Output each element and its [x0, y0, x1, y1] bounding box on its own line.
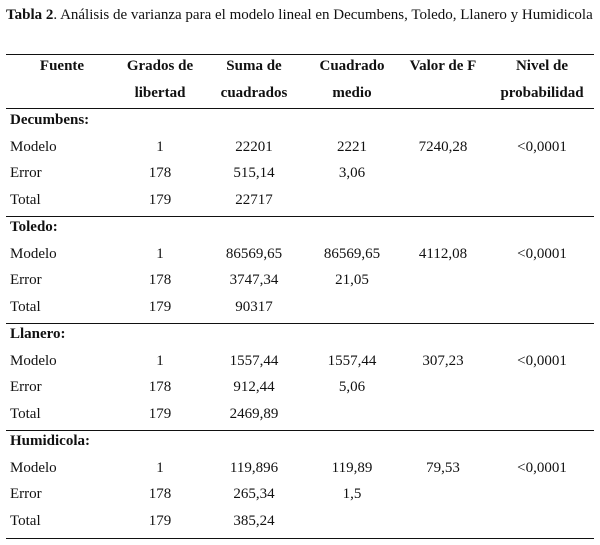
cell-suma-cuadrados: 119,896 [229, 459, 279, 476]
cell-suma-cuadrados: 515,14 [233, 165, 275, 182]
cell-nivel-probabilidad: <0,0001 [517, 352, 567, 369]
row-fuente: Total [10, 299, 41, 316]
cell-grados-libertad: 1 [156, 352, 164, 369]
group-label: Toledo: [10, 219, 58, 235]
header-grados-libertad-line1: Grados de [126, 58, 194, 74]
cell-suma-cuadrados: 1557,44 [229, 352, 279, 369]
header-grados-libertad-line2: libertad [134, 85, 186, 101]
cell-grados-libertad: 178 [148, 272, 172, 289]
header-nivel-probabilidad-line1: Nivel de [515, 58, 569, 74]
group-label: Humidicola: [10, 433, 91, 449]
row-fuente: Modelo [10, 459, 57, 476]
cell-cuadrado-medio: 119,89 [331, 459, 373, 476]
cell-suma-cuadrados: 912,44 [233, 379, 275, 396]
cell-grados-libertad: 178 [148, 379, 172, 396]
header-cuadrado-medio-line1: Cuadrado [319, 58, 385, 74]
cell-suma-cuadrados: 86569,65 [225, 245, 283, 262]
cell-suma-cuadrados: 3747,34 [229, 272, 279, 289]
row-fuente: Modelo [10, 138, 57, 155]
group-separator-rule [6, 216, 594, 217]
table-caption-text: . Análisis de varianza para el modelo lineal en Decumbens, Toledo, Llanero y Humidicola [53, 7, 593, 23]
cell-valor-f: 307,23 [422, 352, 464, 369]
header-nivel-probabilidad-line2: probabilidad [500, 85, 584, 101]
cell-valor-f: 79,53 [426, 459, 460, 476]
cell-grados-libertad: 179 [148, 192, 172, 209]
cell-valor-f: 7240,28 [418, 138, 468, 155]
cell-nivel-probabilidad: <0,0001 [517, 459, 567, 476]
cell-cuadrado-medio: 1,5 [342, 486, 362, 503]
cell-valor-f: 4112,08 [418, 245, 468, 262]
cell-grados-libertad: 1 [156, 459, 164, 476]
cell-grados-libertad: 1 [156, 138, 164, 155]
header-cuadrado-medio-line2: medio [332, 85, 372, 101]
cell-suma-cuadrados: 2469,89 [229, 406, 279, 423]
group-separator-rule [6, 323, 594, 324]
cell-nivel-probabilidad: <0,0001 [517, 138, 567, 155]
cell-cuadrado-medio: 1557,44 [327, 352, 377, 369]
header-valor-f-line1: Valor de F [409, 58, 477, 74]
cell-suma-cuadrados: 22717 [235, 192, 273, 209]
cell-nivel-probabilidad: <0,0001 [517, 245, 567, 262]
row-fuente: Total [10, 192, 41, 209]
row-fuente: Error [10, 272, 42, 289]
table-bottom-rule [6, 538, 594, 539]
row-fuente: Error [10, 165, 42, 182]
cell-cuadrado-medio: 3,06 [338, 165, 366, 182]
cell-grados-libertad: 1 [156, 245, 164, 262]
row-fuente: Error [10, 379, 42, 396]
cell-suma-cuadrados: 265,34 [233, 486, 275, 503]
cell-cuadrado-medio: 21,05 [335, 272, 369, 289]
cell-cuadrado-medio: 5,06 [338, 379, 366, 396]
row-fuente: Total [10, 513, 41, 530]
row-fuente: Modelo [10, 352, 57, 369]
row-fuente: Error [10, 486, 42, 503]
cell-suma-cuadrados: 90317 [235, 299, 273, 316]
row-fuente: Modelo [10, 245, 57, 262]
group-label: Llanero: [10, 326, 66, 342]
group-label: Decumbens: [10, 112, 90, 128]
table-caption [6, 2, 594, 28]
cell-suma-cuadrados: 385,24 [233, 513, 275, 530]
cell-suma-cuadrados: 22201 [235, 138, 273, 155]
cell-grados-libertad: 178 [148, 486, 172, 503]
header-suma-cuadrados-line2: cuadrados [220, 85, 288, 101]
group-separator-rule [6, 430, 594, 431]
cell-grados-libertad: 179 [148, 406, 172, 423]
header-suma-cuadrados-line1: Suma de [226, 58, 282, 74]
cell-grados-libertad: 179 [148, 513, 172, 530]
cell-cuadrado-medio: 2221 [337, 138, 367, 155]
header-fuente-line1: Fuente [39, 58, 85, 74]
cell-cuadrado-medio: 86569,65 [323, 245, 381, 262]
header-bottom-rule [6, 108, 594, 109]
cell-grados-libertad: 178 [148, 165, 172, 182]
cell-grados-libertad: 179 [148, 299, 172, 316]
table-caption-label: Tabla 2 [6, 7, 54, 23]
row-fuente: Total [10, 406, 41, 423]
